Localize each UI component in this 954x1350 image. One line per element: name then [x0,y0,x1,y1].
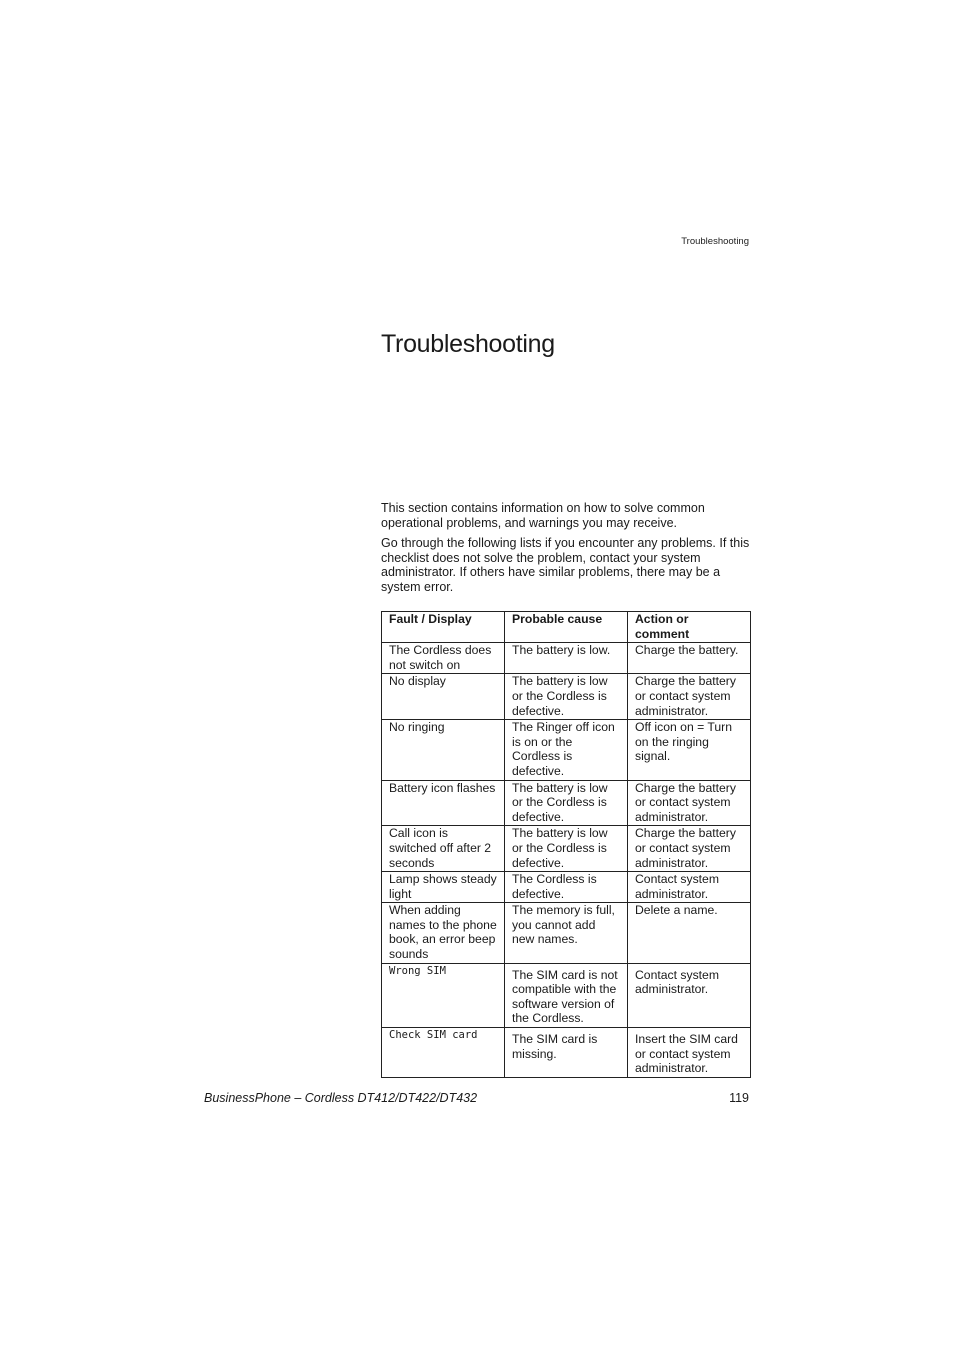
table-row [382,674,751,720]
fault-cell: Lamp shows steady light [382,872,505,903]
action-cell: Contact system administrator. [628,872,751,903]
fault-cell: No display [382,674,505,720]
cause-cell: The battery is low or the Cordless is defective. [505,780,628,826]
action-cell: Charge the battery or contact system administrator. [628,826,751,872]
action-cell: Contact system administrator. [628,963,751,1027]
cause-cell: The memory is full, you cannot add new names. [505,903,628,963]
page-number: 119 [729,1091,749,1105]
fault-cell-display-message: Check SIM card [382,1028,505,1078]
fault-cell: No ringing [382,720,505,780]
fault-cell: Battery icon flashes [382,780,505,826]
column-header-action: Action or comment [628,612,751,643]
intro-paragraph: This section contains information on how to solve common operational problems, and warnings you may receive. [381,501,705,530]
action-cell: Off icon on = Turn on the ringing signal. [628,720,751,780]
intro-text [381,501,751,601]
footer-product-name: BusinessPhone – Cordless DT412/DT422/DT432 [204,1091,478,1105]
running-header: Troubleshooting [681,236,749,247]
cause-cell: The Cordless is defective. [505,872,628,903]
table-row [382,1028,751,1078]
table-row [382,780,751,826]
page-title: Troubleshooting [381,330,555,358]
cause-cell: The battery is low or the Cordless is defective. [505,674,628,720]
action-cell: Charge the battery or contact system administrator. [628,780,751,826]
table-row [382,643,751,674]
action-cell: Charge the battery or contact system administrator. [628,674,751,720]
column-header-cause: Probable cause [505,612,628,643]
intro-paragraph: Go through the following lists if you encounter any problems. If this checklist does not solve the problem, contact your system administrator. If others have similar problems, there may be a system error. [381,536,750,594]
cause-cell: The Ringer off icon is on or the Cordless is defective. [505,720,628,780]
table-row [382,826,751,872]
table-row [382,963,751,1027]
cause-cell: The battery is low or the Cordless is defective. [505,826,628,872]
cause-cell: The SIM card is missing. [505,1028,628,1078]
troubleshooting-table [381,611,751,1078]
action-cell: Delete a name. [628,903,751,963]
fault-cell: When adding names to the phone book, an error beep sounds [382,903,505,963]
fault-cell-display-message: Wrong SIM [382,963,505,1027]
table-row [382,872,751,903]
cause-cell: The battery is low. [505,643,628,674]
table-header-row [382,612,751,643]
cause-cell: The SIM card is not compatible with the software version of the Cordless. [505,963,628,1027]
fault-cell: The Cordless does not switch on [382,643,505,674]
column-header-fault: Fault / Display [382,612,505,643]
table-row [382,720,751,780]
action-cell: Insert the SIM card or contact system administrator. [628,1028,751,1078]
table-row [382,903,751,963]
action-cell: Charge the battery. [628,643,751,674]
fault-cell: Call icon is switched off after 2 seconds [382,826,505,872]
